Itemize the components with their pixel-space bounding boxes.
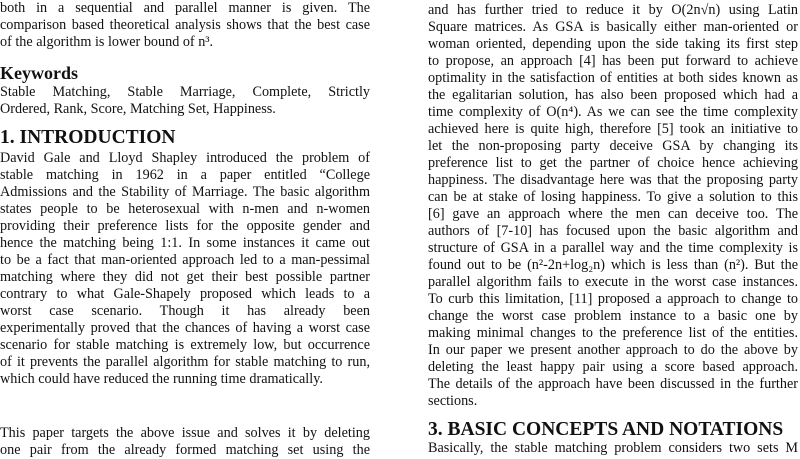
text-line: structure of GSA in a parallel way and the time complexity is (428, 240, 798, 256)
text-line: The details of the approach have been discussed in the further (428, 376, 798, 392)
introduction-paragraph (0, 150, 370, 388)
text-line: In our paper we present another approach to do the above by (428, 342, 798, 358)
text-line: Admissions and the Stability of Marriage. The basic algorithm (0, 184, 370, 200)
text-line: to be a fact that man-oriented approach led to a man-pessimal (0, 252, 370, 268)
text-line: preference list to get the partner of choice hence achieving (428, 155, 798, 171)
text-line: providing their preference lists for the opposite gender and (0, 218, 370, 234)
text-line: happiness. The disadvantage here was that the proposing party (428, 172, 798, 188)
text-line: Square matrices. As GSA is basically either man-oriented or (428, 19, 798, 35)
text-line: of the algorithm is lower bound of n³. (0, 34, 214, 50)
text-line: can be at stake of losing happiness. To give a solution to this (428, 189, 798, 205)
text-line: and has further tried to reduce it by O(2n√n) using Latin (428, 2, 798, 18)
keywords-list (0, 84, 370, 118)
text-line: the egalitarian solution, has also been proposed which had a (428, 87, 798, 103)
text-line: achieved here is quite high, therefore [5] took an initiative to (428, 121, 798, 137)
text-line: change the worst case problem instance to a basic one by (428, 308, 798, 324)
section3-heading: 3. BASIC CONCEPTS AND NOTATIONS (428, 419, 784, 440)
text-line: This paper targets the above issue and solves it by deleting (0, 425, 370, 441)
text-line: authors of [7-10] has focused upon the basic algorithm and (428, 223, 798, 239)
text-line: parallel algorithm fails to execute in the worst case instances. (428, 274, 798, 290)
text-line: hence the matching being 1:1. In some instances it came out (0, 235, 370, 251)
text-line: scenario for stable matching is extremely low, but occurrence (0, 337, 370, 353)
text-line: stable matching in 1962 in a paper entitled “College (0, 167, 370, 183)
text-line: comparison based theoretical analysis shows that the best case (0, 17, 370, 33)
text-line: states people to be heterosexual with n-men and n-women (0, 201, 370, 217)
text-line: making minimal changes to the preference list of the entities. (428, 325, 798, 341)
text-line: contrary to what Gale-Shapely proposed which leads to a (0, 286, 370, 302)
text-line: worst case scenario. Though it has already been (0, 303, 370, 319)
text-line: sections. (428, 393, 478, 409)
text-line: Stable Matching, Stable Marriage, Complete, Strictly (0, 84, 370, 100)
introduction-heading: 1. INTRODUCTION (0, 127, 176, 148)
text-line: both in a sequential and parallel manner is given. The (0, 0, 370, 16)
keywords-heading: Keywords (0, 63, 78, 83)
text-line: to propose, an approach [4] has been put forward to achieve (428, 53, 798, 69)
section3-paragraph (428, 440, 798, 457)
text-line: optimality in the satisfaction of entities at both sides known as (428, 70, 798, 86)
text-line: experimentally proved that the chances of having a worst case (0, 320, 370, 336)
text-line: David Gale and Lloyd Shapley introduced the problem of (0, 150, 370, 166)
abstract-tail (0, 0, 370, 51)
text-line: matching where they did not get their best possible partner (0, 269, 370, 285)
text-line: of it prevents the parallel algorithm for stable matching to run, (0, 354, 370, 370)
text-line: deleting the least happy pair using a score based approach. (428, 359, 798, 375)
text-line: [6] gave an approach where the men can deceive too. The (428, 206, 798, 222)
text-line: found out to be (n²-2n+log₂n) which is less than (n²). But the (428, 257, 798, 273)
text-line: which could have reduced the running time dramatically. (0, 371, 323, 387)
text-line: woman oriented, depending upon the side taking its first step (428, 36, 798, 52)
text-line: Ordered, Rank, Score, Matching Set, Happiness. (0, 101, 276, 117)
second-paragraph (0, 425, 370, 459)
text-line: time complexity of O(n⁴). As we can see the time complexity (428, 104, 798, 120)
text-line: To curb this limitation, [11] proposed a approach to change to (428, 291, 798, 307)
text-line: let the non-proposing party deceive GSA by changing its (428, 138, 798, 154)
text-line: Basically, the stable matching problem considers two sets M (428, 440, 798, 456)
text-line: one pair from the already formed matching set using the (0, 442, 370, 458)
related-work-paragraph (428, 2, 798, 410)
